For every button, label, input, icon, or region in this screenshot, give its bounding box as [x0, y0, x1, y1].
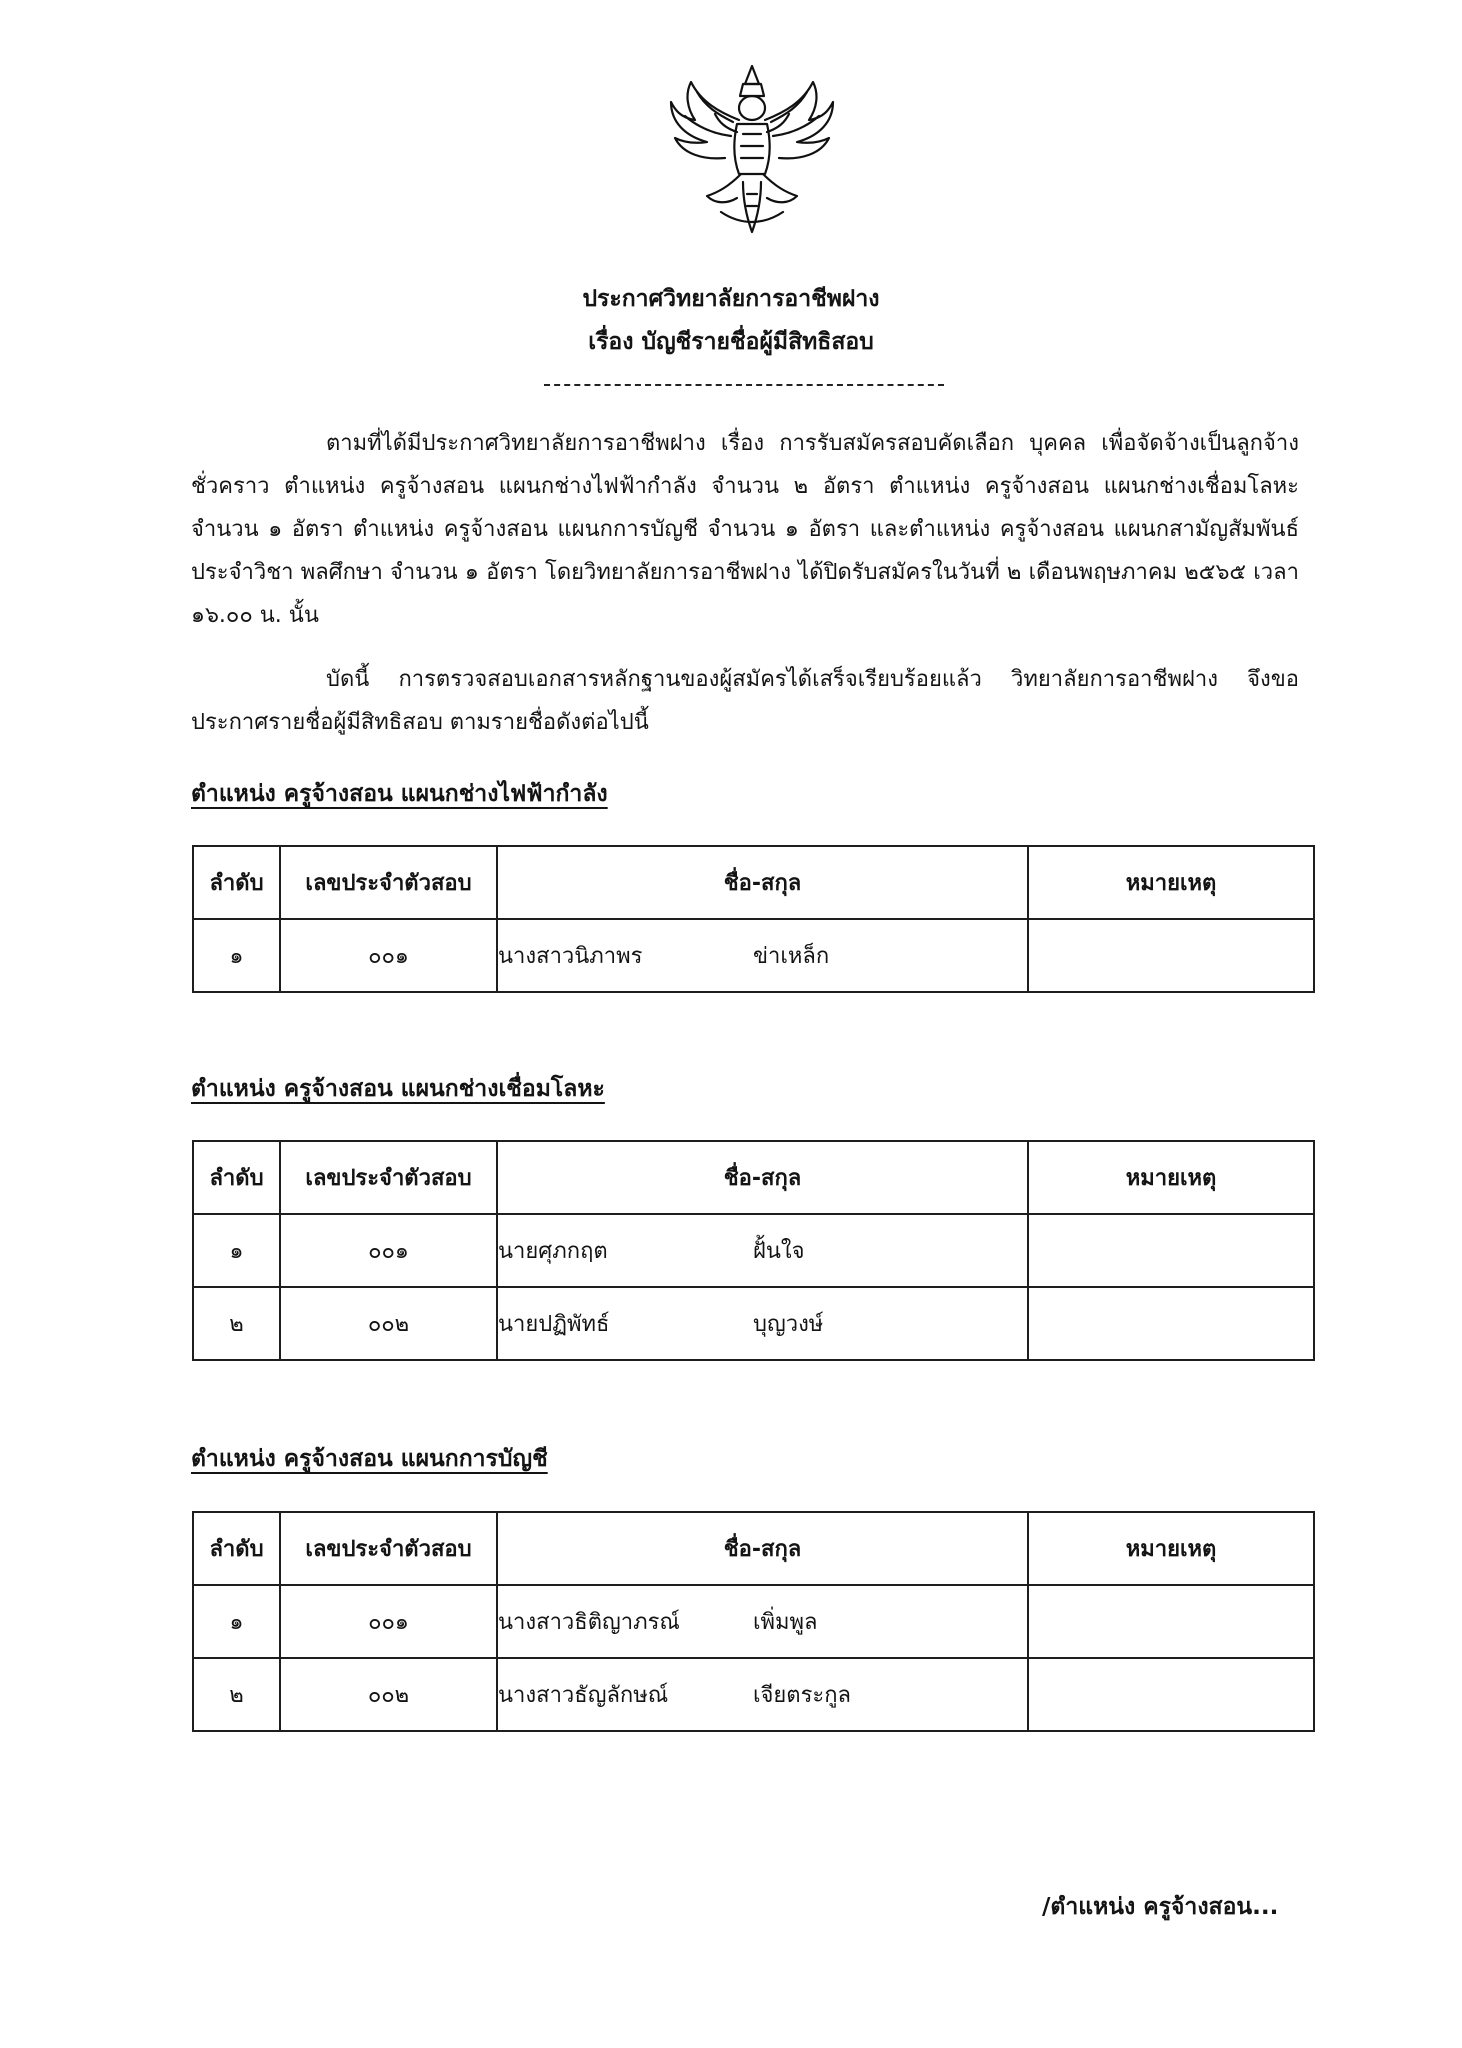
first-name: นายปฏิพัทธ์	[498, 1312, 610, 1337]
col-header-no: ลำดับ	[193, 1141, 280, 1214]
cell-exam-id: ๐๐๒	[280, 1658, 497, 1731]
table-header-row	[193, 846, 1314, 919]
col-header-exam-id: เลขประจำตัวสอบ	[280, 846, 497, 919]
cell-exam-id: ๐๐๑	[280, 1585, 497, 1658]
notice-paragraph	[191, 658, 1299, 744]
col-header-no: ลำดับ	[193, 846, 280, 919]
cell-no: ๑	[193, 1214, 280, 1287]
intro-paragraph	[191, 422, 1299, 637]
intro-paragraph-text: ตามที่ได้มีประกาศวิทยาลัยการอาชีพฝาง เรื่อง การรับสมัครสอบคัดเลือก บุคคล เพื่อจัดจ้างเป็นลูกจ้างชั่วคราว ตำแหน่ง ครูจ้างสอน แผนกช่างไฟฟ้ากำลัง จำนวน ๒ อัตรา ตำแหน่ง ครูจ้างสอน แผนกช่างเชื่อมโลหะ จำนวน ๑ อัตรา ตำแหน่ง ครูจ้างสอน แผนกการบัญชี จำนวน ๑ อัตรา และตำแหน่ง ครูจ้างสอน แผนกสามัญสัมพันธ์ ประจำวิชา พลศึกษา จำนวน ๑ อัตรา โดยวิทยาลัยการอาชีพฝาง ได้ปิดรับสมัครในวันที่ ๒ เดือนพฤษภาคม ๒๕๖๕ เวลา ๑๖.๐๐ น. นั้น	[191, 431, 1299, 628]
last-name: ฝั้นใจ	[753, 1239, 805, 1264]
announcement-title: ประกาศวิทยาลัยการอาชีพฝาง	[582, 286, 880, 312]
col-header-exam-id: เลขประจำตัวสอบ	[280, 1141, 497, 1214]
section-heading: ตำแหน่ง ครูจ้างสอน แผนกช่างไฟฟ้ากำลัง	[191, 781, 608, 807]
section-heading: ตำแหน่ง ครูจ้างสอน แผนกช่างเชื่อมโลหะ	[191, 1076, 605, 1102]
last-name: บุญวงษ์	[753, 1312, 824, 1337]
cell-remark	[1028, 1214, 1314, 1287]
garuda-emblem-icon	[663, 62, 841, 238]
col-header-no: ลำดับ	[193, 1512, 280, 1585]
cell-name	[497, 1287, 1028, 1360]
section-heading: ตำแหน่ง ครูจ้างสอน แผนกการบัญชี	[191, 1446, 548, 1472]
cell-no: ๒	[193, 1287, 280, 1360]
cell-exam-id: ๐๐๑	[280, 919, 497, 992]
cell-remark	[1028, 1585, 1314, 1658]
last-name: เจียตระกูล	[753, 1683, 852, 1708]
cell-remark	[1028, 1287, 1314, 1360]
table-row	[193, 1585, 1314, 1658]
cell-name	[497, 1658, 1028, 1731]
table-row	[193, 1658, 1314, 1731]
cell-exam-id: ๐๐๒	[280, 1287, 497, 1360]
col-header-remark: หมายเหตุ	[1028, 846, 1314, 919]
cell-no: ๑	[193, 919, 280, 992]
cell-exam-id: ๐๐๑	[280, 1214, 497, 1287]
cell-name	[497, 919, 1028, 992]
cell-name	[497, 1214, 1028, 1287]
announcement-subject: เรื่อง บัญชีรายชื่อผู้มีสิทธิสอบ	[588, 329, 874, 355]
table-header-row	[193, 1512, 1314, 1585]
table-row	[193, 919, 1314, 992]
table-header-row	[193, 1141, 1314, 1214]
candidate-table	[192, 1511, 1315, 1732]
title-divider	[544, 384, 944, 386]
cell-remark	[1028, 1658, 1314, 1731]
first-name: นางสาวธิติญาภรณ์	[498, 1610, 680, 1635]
col-header-remark: หมายเหตุ	[1028, 1512, 1314, 1585]
col-header-name: ชื่อ-สกุล	[497, 846, 1028, 919]
col-header-remark: หมายเหตุ	[1028, 1141, 1314, 1214]
first-name: นางสาวนิภาพร	[498, 944, 643, 969]
table-row	[193, 1287, 1314, 1360]
notice-paragraph-text: บัดนี้ การตรวจสอบเอกสารหลักฐานของผู้สมัครได้เสร็จเรียบร้อยแล้ว วิทยาลัยการอาชีพฝาง จึงขอประกาศรายชื่อผู้มีสิทธิสอบ ตามรายชื่อดังต่อไปนี้	[191, 667, 1299, 735]
col-header-exam-id: เลขประจำตัวสอบ	[280, 1512, 497, 1585]
cell-name	[497, 1585, 1028, 1658]
col-header-name: ชื่อ-สกุล	[497, 1141, 1028, 1214]
last-name: เพิ่มพูล	[753, 1610, 818, 1635]
first-name: นางสาวธัญลักษณ์	[498, 1683, 669, 1708]
cell-remark	[1028, 919, 1314, 992]
last-name: ข่าเหล็ก	[753, 944, 830, 969]
candidate-table	[192, 1140, 1315, 1361]
first-name: นายศุภกฤต	[498, 1239, 608, 1264]
table-row	[193, 1214, 1314, 1287]
cell-no: ๒	[193, 1658, 280, 1731]
page-continuation: /ตำแหน่ง ครูจ้างสอน...	[1042, 1894, 1279, 1920]
col-header-name: ชื่อ-สกุล	[497, 1512, 1028, 1585]
candidate-table	[192, 845, 1315, 993]
cell-no: ๑	[193, 1585, 280, 1658]
